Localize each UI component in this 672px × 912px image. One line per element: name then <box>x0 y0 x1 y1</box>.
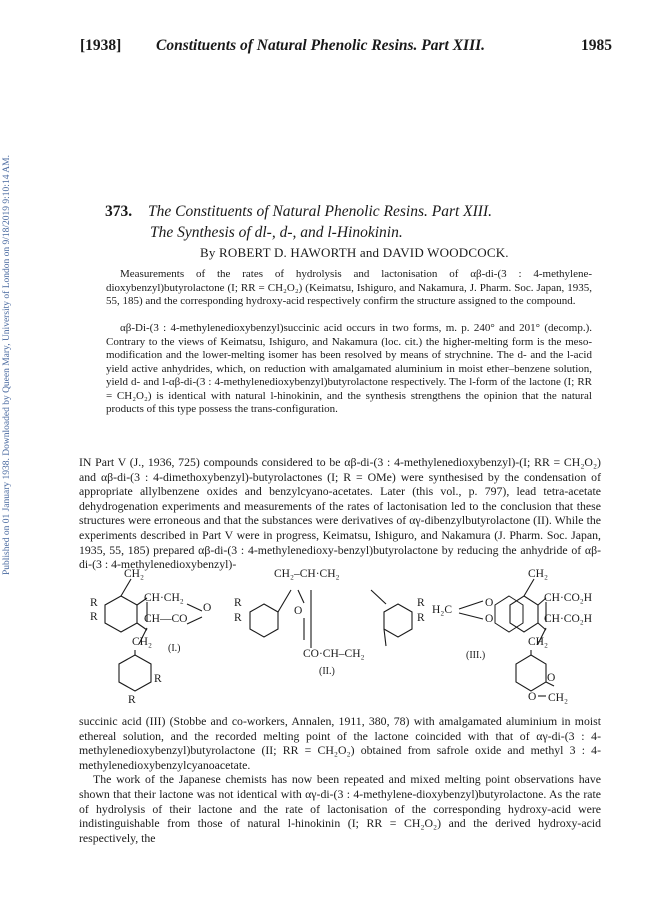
formula-ii-co: CO·CH–CH₂ <box>303 648 365 660</box>
formula-i-label: (I.) <box>168 643 181 654</box>
formula-i-r4: R <box>128 694 136 706</box>
running-head-title: Constituents of Natural Phenolic Resins. Part XIII. <box>156 37 486 54</box>
formula-iii-oxygen-4: O <box>528 691 537 703</box>
formula-iii-dioxole-bonds <box>76 568 616 710</box>
article-authors: By ROBERT D. HAWORTH and DAVID WOODCOCK. <box>200 245 509 260</box>
formula-iii-bottom-ch2: CH₂ <box>528 636 548 648</box>
article-number: 373. <box>105 203 133 220</box>
running-head-year: [1938] <box>80 37 122 54</box>
formula-ii-r3: R <box>417 597 425 609</box>
abstract-text-1: Measurements of the rates of hydrolysis and lactonisation of αβ-di-(3 : 4-methylene-dioxybenzyl)butyrolactone (I; RR = CH₂O₂) (Keimatsu, Ishiguro, and Nakamura, J. Pharm. Soc. Japan, 1935, 55, 185) and the corresponding hydroxy-acid respectively confirm the structure assigned to the compound. <box>106 268 592 307</box>
formula-iii-ch-co2h-1: CH·CO₂H <box>544 592 593 604</box>
formula-iii-oxygen-2: O <box>485 613 494 625</box>
article-title-line2: The Synthesis of dl-, d-, and l-Hinokinin. <box>150 224 403 241</box>
formula-ii-r4: R <box>417 612 425 624</box>
structural-formulae <box>76 568 616 710</box>
abstract-paragraph-1 <box>106 268 592 309</box>
formula-i-ch-ch2: CH·CH₂ <box>144 592 184 604</box>
formula-ii-label: (II.) <box>319 666 335 677</box>
formula-iii-end-ch2: CH₂ <box>548 692 568 704</box>
formula-i-oxygen: O <box>203 602 212 614</box>
formula-i-bottom-ch2: CH₂ <box>132 636 152 648</box>
formula-ii-oxygen: O <box>294 605 303 617</box>
formula-iii-h2c: H₂C <box>432 604 452 616</box>
formula-ii-r2: R <box>234 612 242 624</box>
body-paragraph-3: The work of the Japanese chemists has now been repeated and mixed melting point observations have shown that their lactone was not identical with αγ-di-(3 : 4-methylene-dioxybenzyl)butyrolactone. As the rate of hydrolysis of their lactone and the rate of lactonisation of the corresponding hydroxy-acid were indistinguishable from those of natural l-hinokinin (I; RR = CH₂O₂) and the derived hydroxy-acid respectively, the <box>79 772 601 845</box>
formula-ii-top: CH₂–CH·CH₂ <box>274 568 340 580</box>
formula-iii-label: (III.) <box>466 650 486 661</box>
body-paragraph-2: succinic acid (III) (Stobbe and co-workers, Annalen, 1911, 380, 78) with amalgamated aluminium in moist ethereal solution, and the recorded melting point of the lactone coincided with that of αγ-di-(3 : 4-methylenedioxybenzyl)butyrolactone (II; RR = CH₂O₂) obtained from safrole oxide and methyl 3 : 4-methylenedioxybenzylcyanoacetate. <box>79 714 601 772</box>
body-continuation <box>79 714 601 845</box>
body-paragraph-1: IN Part V (J., 1936, 725) compounds considered to be αβ-di-(3 : 4-methylenedioxybenzyl)-(I; RR = CH₂O₂) and αβ-di-(3 : 4-dimethoxybenzyl)-butyrolactones (I; R = OMe) were synthesised by the condensation of appropriate allylbenzene oxides and benzylcyano-acetates. Later (this vol., p. 797), lead tetra-acetate dehydrogenation experiments and measurements of the rates of lactonisation led to the conclusion that these structures were erroneous and that the substances were derivatives of αγ-dibenzylbutyrolactone (II). While the experiments described in Part V were in progress, Keimatsu, Ishiguro, and Nakamura (J. Pharm. Soc. Japan, 1935, 55, 185) prepared αβ-di-(3 : 4-methylenedioxy-benzyl)butyrolactone by reducing the anhydride of αβ-di-(3 : 4-methylenedioxybenzyl)- <box>79 455 601 572</box>
formula-i-r3: R <box>154 673 162 685</box>
formula-iii-oxygen-1: O <box>485 597 494 609</box>
body-intro <box>79 455 601 572</box>
formula-ii-r1: R <box>234 597 242 609</box>
formula-iii-top-ch2: CH₂ <box>528 568 548 580</box>
abstract-text-2: αβ-Di-(3 : 4-methylenedioxybenzyl)succinic acid occurs in two forms, m. p. 240° and 201° (decomp.). Contrary to the views of Keimatsu, Ishiguro, and Nakamura (loc. cit.) the higher-melting form is the meso-modification and the lower-melting isomer has been resolved by means of strychnine. The d- and the l-acid yield active anhydrides, which, on reduction with amalgamated aluminium in moist ether–benzene solution, yield d- and l-αβ-di-(3 : 4-methylenedioxybenzyl)butyrolactone respectively. The l-form of the lactone (I; RR = CH₂O₂) is identical with natural l-hinokinin, and the synthesis strengthens the opinion that the natural products of this type possess the trans-configuration. <box>106 322 592 415</box>
running-head <box>70 37 612 55</box>
formula-i-top-ch2: CH₂ <box>124 568 144 580</box>
page-number: 1985 <box>581 37 612 54</box>
formula-iii-oxygen-3: O <box>547 672 556 684</box>
article-title <box>105 201 625 243</box>
formula-iii-ch-co2h-2: CH·CO₂H <box>544 613 593 625</box>
side-download-text: Published on 01 January 1938. Downloaded by Queen Mary, University of London on 9/18/2019 9:10:14 AM. <box>2 155 12 575</box>
side-download-note <box>2 95 16 575</box>
formula-i-r2: R <box>90 611 98 623</box>
abstract-paragraph-2 <box>106 322 592 417</box>
formula-i-r1: R <box>90 597 98 609</box>
formula-i-ch-co: CH—CO <box>144 613 188 625</box>
article-title-line1: The Constituents of Natural Phenolic Resins. Part XIII. <box>148 203 492 220</box>
